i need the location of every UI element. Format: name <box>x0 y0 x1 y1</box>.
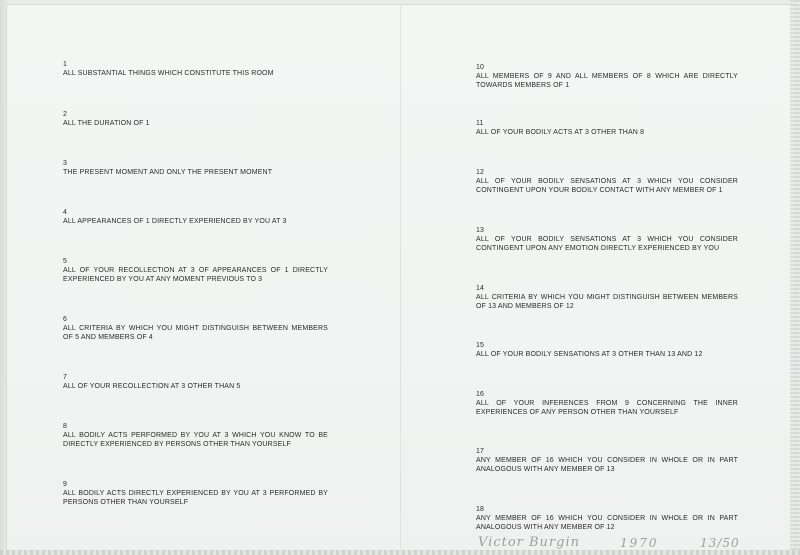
statement-number: 9 <box>63 481 68 488</box>
statement-text: ALL THE DURATION OF 1 <box>63 120 150 127</box>
statement-9 <box>63 480 328 507</box>
statement-number: 6 <box>63 316 68 323</box>
statement-16 <box>476 390 738 417</box>
statement-text: ALL BODILY ACTS DIRECTLY EXPERIENCED BY YOU AT 3 PERFORMED BY PERSONS OTHER THAN YOURSELF <box>63 490 328 506</box>
statement-text: ALL MEMBERS OF 9 AND ALL MEMBERS OF 8 WHICH ARE DIRECTLY TOWARDS MEMBERS OF 1 <box>476 73 738 89</box>
statement-15 <box>476 341 738 359</box>
statement-number: 13 <box>476 227 485 234</box>
statement-text: ALL OF YOUR BODILY SENSATIONS AT 3 WHICH YOU CONSIDER CONTINGENT UPON YOUR BODILY CONTACT WITH ANY MEMBER OF 1 <box>476 178 738 194</box>
statement-number: 3 <box>63 160 68 167</box>
statement-number: 12 <box>476 169 485 176</box>
statement-1 <box>63 60 328 78</box>
statement-text: ALL BODILY ACTS PERFORMED BY YOU AT 3 WHICH YOU KNOW TO BE DIRECTLY EXPERIENCED BY PERSONS OTHER THAN YOURSELF <box>63 432 328 448</box>
pencil-edition-number: 13/50 <box>700 536 740 550</box>
statement-13 <box>476 226 738 253</box>
statement-number: 8 <box>63 423 68 430</box>
statement-8 <box>63 422 328 449</box>
statement-6 <box>63 315 328 342</box>
statement-number: 18 <box>476 506 485 513</box>
statement-number: 2 <box>63 111 68 118</box>
statement-11 <box>476 119 738 137</box>
statement-text: THE PRESENT MOMENT AND ONLY THE PRESENT MOMENT <box>63 169 273 176</box>
statement-number: 1 <box>63 61 68 68</box>
statement-text: ANY MEMBER OF 16 WHICH YOU CONSIDER IN WHOLE OR IN PART ANALOGOUS WITH ANY MEMBER OF 13 <box>476 457 738 473</box>
statement-text: ALL OF YOUR BODILY ACTS AT 3 OTHER THAN 8 <box>476 129 645 136</box>
statement-2 <box>63 110 328 128</box>
statement-number: 15 <box>476 342 485 349</box>
statement-7 <box>63 373 328 391</box>
statement-number: 10 <box>476 64 485 71</box>
statement-17 <box>476 447 738 474</box>
statement-text: ALL OF YOUR BODILY SENSATIONS AT 3 OTHER THAN 13 AND 12 <box>476 351 703 358</box>
statement-text: ALL CRITERIA BY WHICH YOU MIGHT DISTINGUISH BETWEEN MEMBERS OF 13 AND MEMBERS OF 12 <box>476 294 738 310</box>
statement-number: 5 <box>63 258 68 265</box>
statement-number: 14 <box>476 285 485 292</box>
statement-text: ALL SUBSTANTIAL THINGS WHICH CONSTITUTE THIS ROOM <box>63 70 274 77</box>
statement-number: 4 <box>63 209 68 216</box>
statement-10 <box>476 63 738 90</box>
statement-text: ALL OF YOUR RECOLLECTION AT 3 OTHER THAN 5 <box>63 383 241 390</box>
statement-number: 11 <box>476 120 484 127</box>
pencil-signature: Victor Burgin <box>478 535 580 550</box>
statement-text: ALL APPEARANCES OF 1 DIRECTLY EXPERIENCED BY YOU AT 3 <box>63 218 287 225</box>
statement-text: ALL OF YOUR INFERENCES FROM 9 CONCERNING THE INNER EXPERIENCES OF ANY PERSON OTHER THAN YOURSELF <box>476 400 738 416</box>
statement-number: 7 <box>63 374 68 381</box>
statement-text: ALL OF YOUR BODILY SENSATIONS AT 3 WHICH YOU CONSIDER CONTINGENT UPON ANY EMOTION DIRECTLY EXPERIENCED BY YOU <box>476 236 738 252</box>
paper-right-edge <box>790 0 800 555</box>
statement-text: ALL OF YOUR RECOLLECTION AT 3 OF APPEARANCES OF 1 DIRECTLY EXPERIENCED BY YOU AT ANY MOMENT PREVIOUS TO 3 <box>63 267 328 283</box>
statement-18 <box>476 505 738 532</box>
center-fold <box>400 4 402 551</box>
statement-number: 17 <box>476 448 485 455</box>
statement-12 <box>476 168 738 195</box>
statement-3 <box>63 159 328 177</box>
statement-14 <box>476 284 738 311</box>
statement-5 <box>63 257 328 284</box>
statement-4 <box>63 208 328 226</box>
statement-text: ANY MEMBER OF 16 WHICH YOU CONSIDER IN WHOLE OR IN PART ANALOGOUS WITH ANY MEMBER OF 12 <box>476 515 738 531</box>
statement-number: 16 <box>476 391 485 398</box>
pencil-year: 1970 <box>620 536 659 550</box>
paper-bottom-edge <box>0 550 800 555</box>
statement-text: ALL CRITERIA BY WHICH YOU MIGHT DISTINGUISH BETWEEN MEMBERS OF 5 AND MEMBERS OF 4 <box>63 325 328 341</box>
